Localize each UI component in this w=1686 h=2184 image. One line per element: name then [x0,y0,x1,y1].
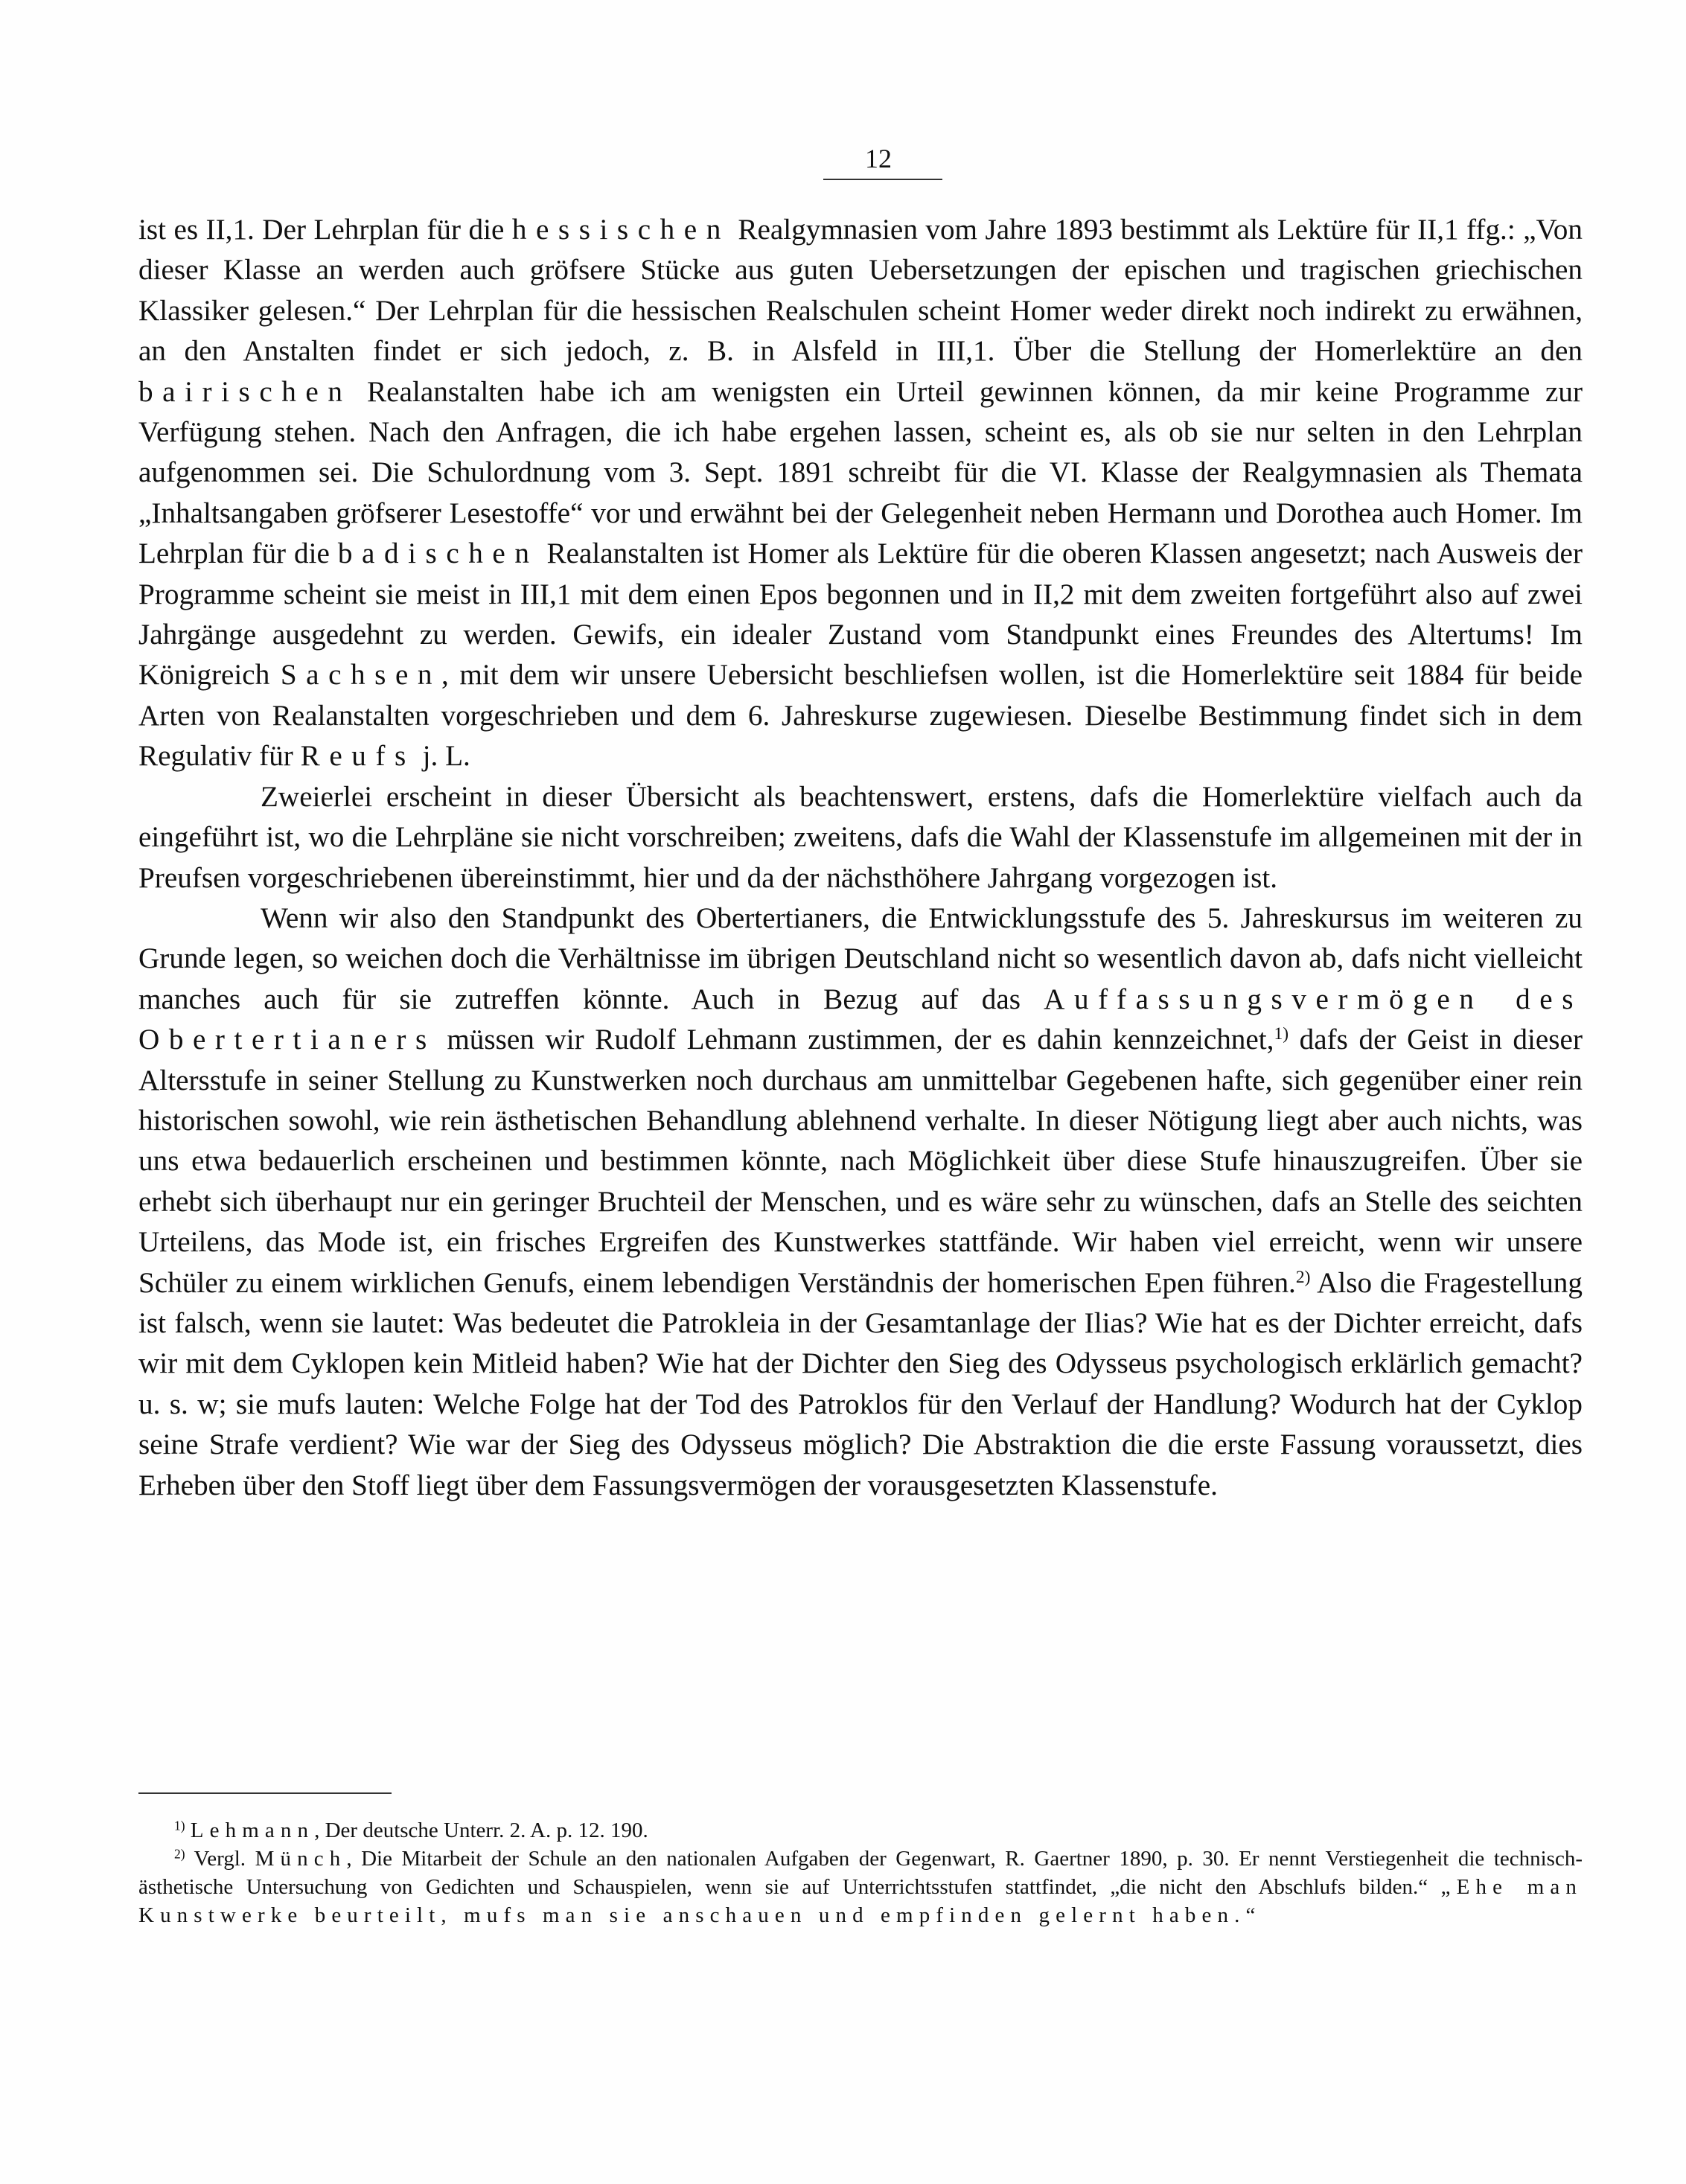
spaced-emphasis: Reufs [300,740,415,773]
spaced-emphasis: Münch [255,1847,347,1871]
footnote-marker: 2) [174,1846,185,1862]
paragraph [138,210,1583,777]
text-run: , mit dem wir unsere Uebersicht beschliefsen wollen, ist die Homerlektüre seit 1884 für beide Arten von Realanstalten vorgeschrieben und dem 6. Jahreskurse zugewiesen. Dieselbe Bestimmung findet sich in dem Regulativ für [138,659,1583,773]
text-run: Realgymnasien vom Jahre 1893 bestimmt als Lektüre für II,1 ffg.: „Von dieser Klasse an werden auch gröfsere Stücke aus guten Uebersetzungen der epischen und tragischen griechischen Klassiker gelesen.“ Der Lehrplan für die hessischen Realschulen scheint Homer weder direkt noch indirekt zu erwähnen, an den Anstalten findet er sich jedoch, z. B. in Alsfeld in III,1. Über die Stellung der Homerlektüre an den [138,214,1583,368]
text-run: Also die Fragestellung ist falsch, wenn sie lautet: Was bedeutet die Patrokleia in der Gesamtanlage der Ilias? Wie hat es der Dichter erreicht, dafs wir mit dem Cyklopen kein Mitleid haben? Wie hat der Dichter den Sieg des Odysseus psychologisch erklärlich gemacht? u. s. w; sie mufs lauten: Welche Folge hat der Tod des Patroklos für den Verlauf der Handlung? Wodurch hat der Cyklop seine Strafe verdient? Wie war der Sieg des Odysseus möglich? Die Abstraktion die die erste Fassung voraussetzt, dies Erheben über den Stoff liegt über dem Fassungsvermögen der vorausgesetzten Klassenstufe. [138,1266,1583,1501]
spaced-emphasis: hessischen [511,214,730,246]
spaced-emphasis: „Ehe man Kunstwerke beurteilt, mufs man sie anschauen und empfinden gelernt haben.“ [138,1875,1583,1927]
spaced-emphasis: badischen [337,537,539,570]
body-text [138,210,1583,1506]
text-run [185,1819,191,1842]
spaced-emphasis: bairischen [138,375,352,408]
footnote [138,1816,1583,1845]
page-number: 12 [865,144,892,173]
text-run: dafs der Geist in dieser Altersstufe in seiner Stellung zu Kunstwerken noch durchaus am unmittelbar Gegebenen hafte, sich gegenüber einer rein historischen sowohl, wie rein ästhetischen Behandlung ablehnend verhalte. In dieser Nötigung liegt aber auch nichts, was uns etwa bedauerlich erscheinen und bestimmen könnte, nach Möglichkeit über diese Stufe hinauszugreifen. Über sie erhebt sich überhaupt nur ein geringer Bruchteil der Menschen, und es wäre sehr zu wünschen, dafs an Stelle des seichten Urteilens, das Mode ist, ein frisches Ergreifen des Kunstwerkes stattfände. Wir haben viel erreicht, wenn wir unsere Schüler zu einem wirklichen Genufs, einem lebendigen Verständnis der homerischen Epen führen. [138,1024,1583,1299]
text-run: , Der deutsche Unterr. 2. A. p. 12. 190. [314,1819,648,1842]
paragraph [138,898,1583,1506]
text-run: ist es II,1. Der Lehrplan für die [138,214,512,246]
footnote-separator [138,1792,392,1794]
spaced-emphasis: Sachsen [280,659,442,692]
footnote-marker: 2) [1295,1267,1311,1287]
footnote-marker: 1) [1274,1024,1289,1044]
text-run: , Die Mitarbeit der Schule an den nationalen Aufgaben der Gegenwart, R. Gaertner 1890, p. 30. Er nennt Verstiegenheit die technisch-ästhetische Untersuchung von Gedichten und Schauspielen, wenn sie auf Unterrichtsstufen stattfindet, „die nicht den Abschlufs bilden.“ [138,1847,1583,1899]
text-run: Zweierlei erscheint in dieser Übersicht als beachtenswert, erstens, dafs die Homerlektüre vielfach auch da eingeführt ist, wo die Lehrpläne sie nicht vorschreiben; zweitens, dafs die Wahl der Klassenstufe im allgemeinen mit der in Preufsen vorgeschriebenen übereinstimmt, hier und da der nächsthöhere Jahrgang vorgezogen ist. [138,780,1583,894]
text-run: müssen wir Rudolf Lehmann zustimmen, der es dahin kennzeichnet, [435,1024,1274,1056]
paragraph [138,777,1583,898]
spaced-emphasis: Auffassungsvermögen des Obertertianers [138,983,1583,1056]
spaced-emphasis: Lehmann [190,1819,315,1842]
footnote [138,1845,1583,1929]
page-number-rule [823,179,942,180]
text-run: Wenn wir also den Standpunkt des Obertertianers, die Entwicklungsstufe des 5. Jahreskursus im weiteren zu Grunde legen, so weichen doch die Verhältnisse im übrigen Deutschland nicht so wesentlich davon ab, dafs nicht vielleicht manches auch für sie zutreffen könnte. Auch in Bezug auf das [138,901,1583,1015]
text-run: Vergl. [185,1847,255,1871]
text-run: Realanstalten ist Homer als Lektüre für die oberen Klassen angesetzt; nach Ausweis der Programme scheint sie meist in III,1 mit dem einen Epos begonnen und in II,2 mit dem zweiten fortgeführt also auf zwei Jahrgänge ausgedehnt zu werden. Gewifs, ein idealer Zustand vom Standpunkt eines Freundes des Altertums! Im Königreich [138,537,1583,692]
footnotes [138,1816,1583,1929]
footnote-marker: 1) [174,1818,185,1833]
text-run: j. L. [415,740,470,773]
text-run: Realanstalten habe ich am wenigsten ein Urteil gewinnen können, da mir keine Programme zur Verfügung stehen. Nach den Anfragen, die ich habe ergehen lassen, scheint es, als ob sie nur selten in den Lehrplan aufgenommen sei. Die Schulordnung vom 3. Sept. 1891 schreibt für die VI. Klasse der Realgymnasien als Themata „Inhaltsangaben gröfserer Lesestoffe“ vor und erwähnt bei der Gelegenheit neben Hermann und Dorothea auch Homer. Im Lehrplan für die [138,375,1583,570]
